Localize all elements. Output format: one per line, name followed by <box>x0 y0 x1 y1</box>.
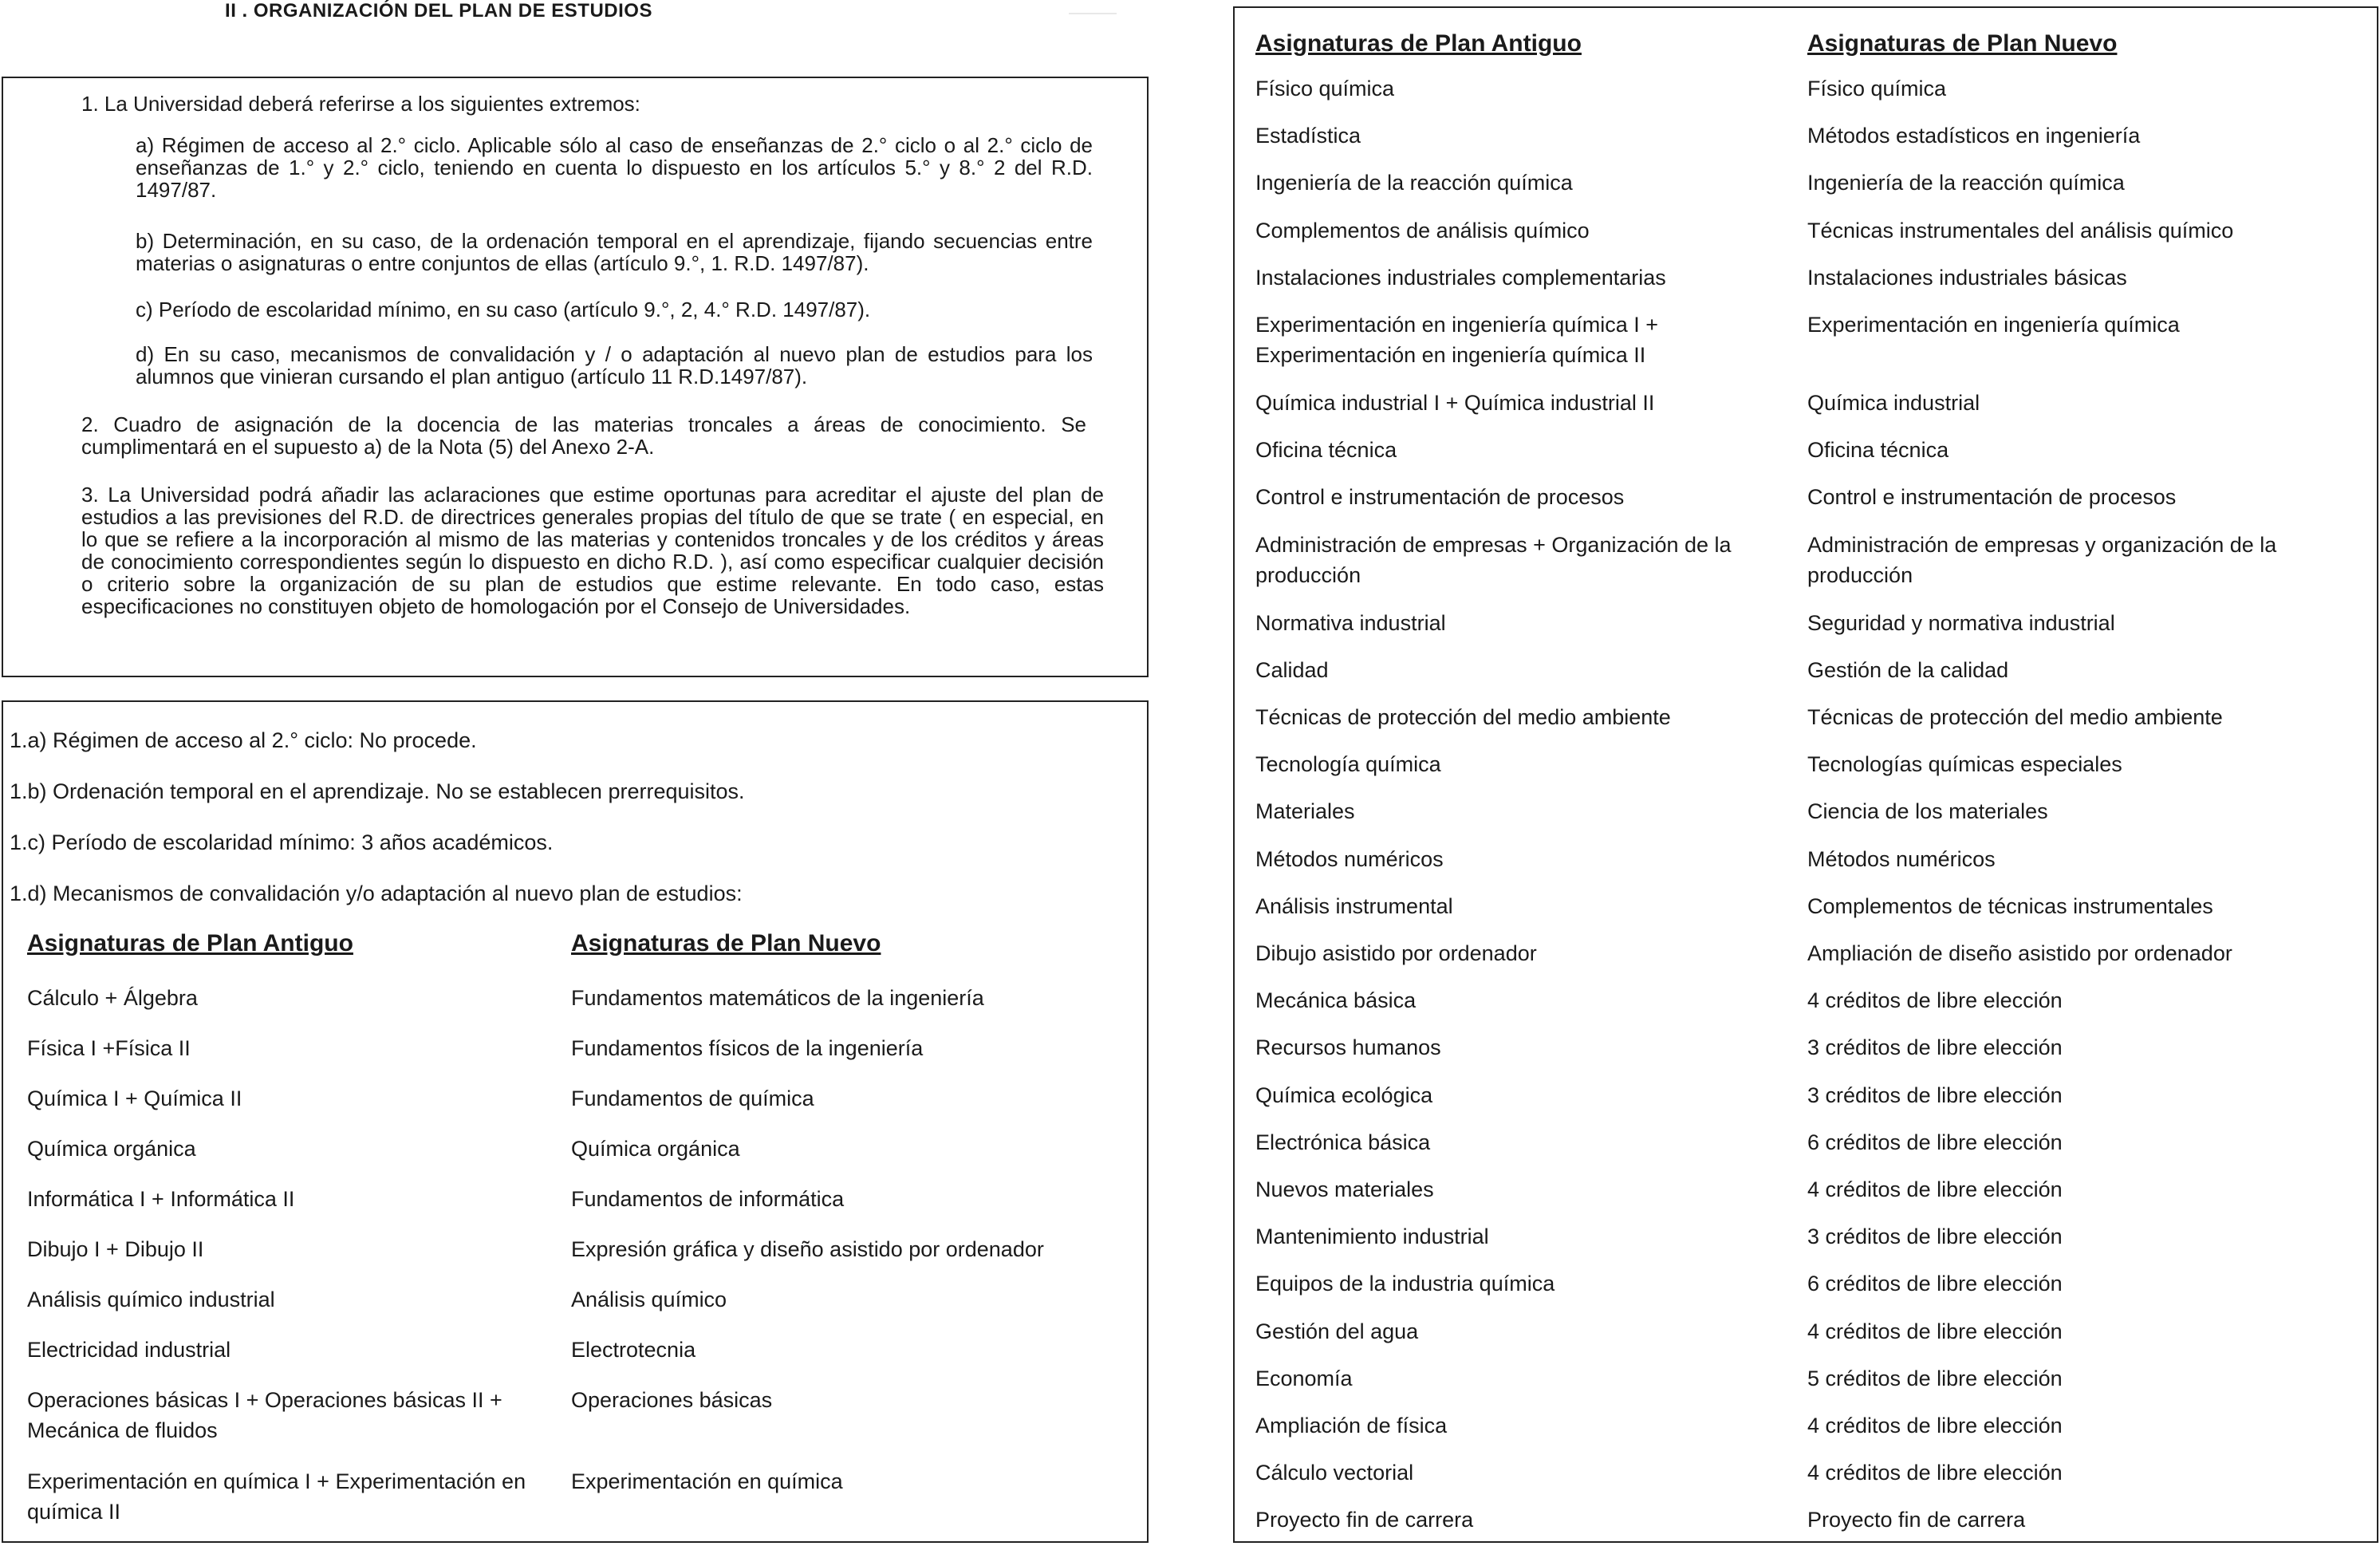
right-row-old: Normativa industrial <box>1255 610 1446 635</box>
right-row-old: Físico química <box>1255 77 1395 101</box>
right-row-new: Administración de empresas y organización de la producción <box>1807 532 2277 587</box>
right-row-old: Tecnología química <box>1255 752 1441 777</box>
right-row-new: Oficina técnica <box>1807 438 1949 463</box>
right-row-new: 6 créditos de libre elección <box>1807 1272 2063 1296</box>
right-row-new: Técnicas instrumentales del análisis químico <box>1807 218 2234 243</box>
right-row-old: Química industrial I + Química industrial II <box>1255 391 1655 415</box>
right-row-new: Métodos estadísticos en ingeniería <box>1807 124 2141 148</box>
right-row-new: 4 créditos de libre elección <box>1807 1414 2063 1438</box>
instruction-item-2: 2. Cuadro de asignación de la docencia de las materias troncales a áreas de conocimiento. Se cumplimentará en el supuesto a) de la Nota (5) del Anexo 2-A. <box>81 412 1086 459</box>
instruction-item-1c: c) Período de escolaridad mínimo, en su caso (artículo 9.°, 2, 4.° R.D. 1497/87). <box>136 298 871 321</box>
right-row-new: Complementos de técnicas instrumentales <box>1807 893 2213 918</box>
left-row-old: Electricidad industrial <box>27 1338 231 1362</box>
answer-1b: 1.b) Ordenación temporal en el aprendizaje. No se establecen prerrequisitos. <box>10 779 745 803</box>
right-row-new: Ingeniería de la reacción química <box>1807 171 2125 195</box>
instruction-item-1a: a) Régimen de acceso al 2.° ciclo. Aplicable sólo al caso de enseñanzas de 2.° ciclo o al 2.° ciclo de enseñanzas de 1.° y 2.° ciclo, teniendo en cuenta lo dispuesto en los artículos 5.° y 8.° 2 del R.D. 1497/87. <box>136 133 1093 202</box>
instruction-item-3: 3. La Universidad podrá añadir las aclaraciones que estime oportunas para acreditar el ajuste del plan de estudios a las previsiones del R.D. de directrices generales propias del título de que se trate ( en especial, en lo que se refiere a la incorporación al mismo de las materias y contenidos troncales y de los créditos y áreas de conocimiento correspondientes según lo dispuesto en dicho R.D. ), así como especificar cualquier decisión o criterio sobre la organización de su plan de estudios que estime relevante. En todo caso, estas especificaciones no constituyen objeto de homologación por el Consejo de Universidades. <box>81 483 1104 618</box>
right-row-new: Físico química <box>1807 77 1947 101</box>
right-row-old: Métodos numéricos <box>1255 846 1444 871</box>
left-row-old: Experimentación en química I + Experimentación en química II <box>27 1469 526 1524</box>
right-row-old: Electrónica básica <box>1255 1130 1431 1154</box>
right-row-new: 5 créditos de libre elección <box>1807 1366 2063 1390</box>
instruction-item-1d: d) En su caso, mecanismos de convalidación y / o adaptación al nuevo plan de estudios para los alumnos que vinieran cursando el plan antiguo (artículo 11 R.D.1497/87). <box>136 342 1093 388</box>
right-row-old: Dibujo asistido por ordenador <box>1255 941 1537 965</box>
right-row-new: Química industrial <box>1807 391 1980 415</box>
right-row-old: Calidad <box>1255 657 1329 682</box>
right-row-old: Complementos de análisis químico <box>1255 218 1590 243</box>
left-row-new: Electrotecnia <box>571 1338 696 1362</box>
right-row-new: Ciencia de los materiales <box>1807 799 2048 824</box>
right-row-old: Mantenimiento industrial <box>1255 1225 1489 1249</box>
right-row-new: 3 créditos de libre elección <box>1807 1225 2063 1249</box>
right-header-old: Asignaturas de Plan Antiguo <box>1255 30 1582 57</box>
instruction-item-1: 1. La Universidad deberá referirse a los siguientes extremos: <box>81 92 640 116</box>
right-row-new: 4 créditos de libre elección <box>1807 1461 2063 1485</box>
left-row-new: Fundamentos matemáticos de la ingeniería <box>571 986 984 1010</box>
answer-1d: 1.d) Mecanismos de convalidación y/o adaptación al nuevo plan de estudios: <box>10 881 743 905</box>
left-header-new: Asignaturas de Plan Nuevo <box>571 930 881 956</box>
right-row-old: Técnicas de protección del medio ambiente <box>1255 705 1671 729</box>
right-row-old: Administración de empresas + Organización de la producción <box>1255 532 1732 587</box>
right-row-old: Equipos de la industria química <box>1255 1272 1555 1296</box>
left-row-old: Química I + Química II <box>27 1087 242 1110</box>
left-row-new: Fundamentos físicos de la ingeniería <box>571 1036 924 1060</box>
right-row-old: Análisis instrumental <box>1255 893 1453 918</box>
right-row-new: Proyecto fin de carrera <box>1807 1508 2026 1532</box>
right-row-new: 4 créditos de libre elección <box>1807 988 2063 1013</box>
right-row-old: Ingeniería de la reacción química <box>1255 171 1573 195</box>
page-title: II . ORGANIZACIÓN DEL PLAN DE ESTUDIOS <box>225 0 652 22</box>
right-row-new: Métodos numéricos <box>1807 846 1996 871</box>
left-row-new: Fundamentos de química <box>571 1087 814 1110</box>
right-row-old: Experimentación en ingeniería química I + Experimentación en ingeniería química II <box>1255 313 1659 367</box>
right-row-new: 3 créditos de libre elección <box>1807 1035 2063 1060</box>
instruction-item-1b: b) Determinación, en su caso, de la ordenación temporal en el aprendizaje, fijando secuencias entre materias o asignaturas o entre conjuntos de ellas (artículo 9.°, 1. R.D. 1497/87). <box>136 229 1093 275</box>
left-row-new: Expresión gráfica y diseño asistido por ordenador <box>571 1237 1044 1261</box>
left-row-old: Dibujo I + Dibujo II <box>27 1237 204 1261</box>
right-row-old: Ampliación de física <box>1255 1414 1448 1438</box>
left-row-old: Análisis químico industrial <box>27 1288 275 1311</box>
right-row-old: Cálculo vectorial <box>1255 1461 1414 1485</box>
right-row-old: Estadística <box>1255 124 1361 148</box>
right-row-old: Economía <box>1255 1366 1353 1390</box>
right-row-new: Control e instrumentación de procesos <box>1807 485 2177 510</box>
right-header-new: Asignaturas de Plan Nuevo <box>1807 30 2118 57</box>
left-row-new: Experimentación en química <box>571 1469 843 1493</box>
left-row-old: Cálculo + Álgebra <box>27 986 198 1010</box>
right-row-old: Proyecto fin de carrera <box>1255 1508 1474 1532</box>
left-row-old: Química orgánica <box>27 1137 196 1161</box>
right-row-old: Química ecológica <box>1255 1083 1433 1107</box>
right-row-old: Control e instrumentación de procesos <box>1255 485 1625 510</box>
right-row-old: Mecánica básica <box>1255 988 1417 1013</box>
right-row-new: Seguridad y normativa industrial <box>1807 610 2115 635</box>
left-row-new: Química orgánica <box>571 1137 740 1161</box>
right-row-old: Instalaciones industriales complementarias <box>1255 265 1666 290</box>
right-row-new: Ampliación de diseño asistido por ordenador <box>1807 941 2232 965</box>
left-row-old: Operaciones básicas I + Operaciones básicas II + Mecánica de fluidos <box>27 1388 502 1442</box>
right-row-new: Tecnologías químicas especiales <box>1807 752 2122 777</box>
left-row-new: Análisis químico <box>571 1288 727 1311</box>
right-row-new: Instalaciones industriales básicas <box>1807 265 2127 290</box>
right-row-old: Nuevos materiales <box>1255 1177 1434 1201</box>
right-row-old: Recursos humanos <box>1255 1035 1441 1060</box>
answers-box <box>2 700 1149 1543</box>
right-row-new: 4 créditos de libre elección <box>1807 1319 2063 1343</box>
left-row-new: Operaciones básicas <box>571 1388 773 1412</box>
right-row-old: Materiales <box>1255 799 1355 824</box>
instructions-box <box>2 77 1149 677</box>
right-table-box <box>1233 6 2378 1543</box>
right-row-new: Gestión de la calidad <box>1807 657 2009 682</box>
left-row-new: Fundamentos de informática <box>571 1187 845 1211</box>
left-row-old: Informática I + Informática II <box>27 1187 295 1211</box>
right-row-new: 4 créditos de libre elección <box>1807 1177 2063 1201</box>
right-row-new: Técnicas de protección del medio ambiente <box>1807 705 2223 729</box>
right-row-old: Oficina técnica <box>1255 438 1397 463</box>
answer-1a: 1.a) Régimen de acceso al 2.° ciclo: No procede. <box>10 728 477 752</box>
scan-mark <box>1069 13 1117 14</box>
right-row-new: 6 créditos de libre elección <box>1807 1130 2063 1154</box>
right-row-new: 3 créditos de libre elección <box>1807 1083 2063 1107</box>
answer-1c: 1.c) Período de escolaridad mínimo: 3 años académicos. <box>10 830 554 854</box>
right-row-old: Gestión del agua <box>1255 1319 1419 1343</box>
left-row-old: Física I +Física II <box>27 1036 191 1060</box>
right-row-new: Experimentación en ingeniería química <box>1807 313 2180 337</box>
left-header-old: Asignaturas de Plan Antiguo <box>27 930 353 956</box>
